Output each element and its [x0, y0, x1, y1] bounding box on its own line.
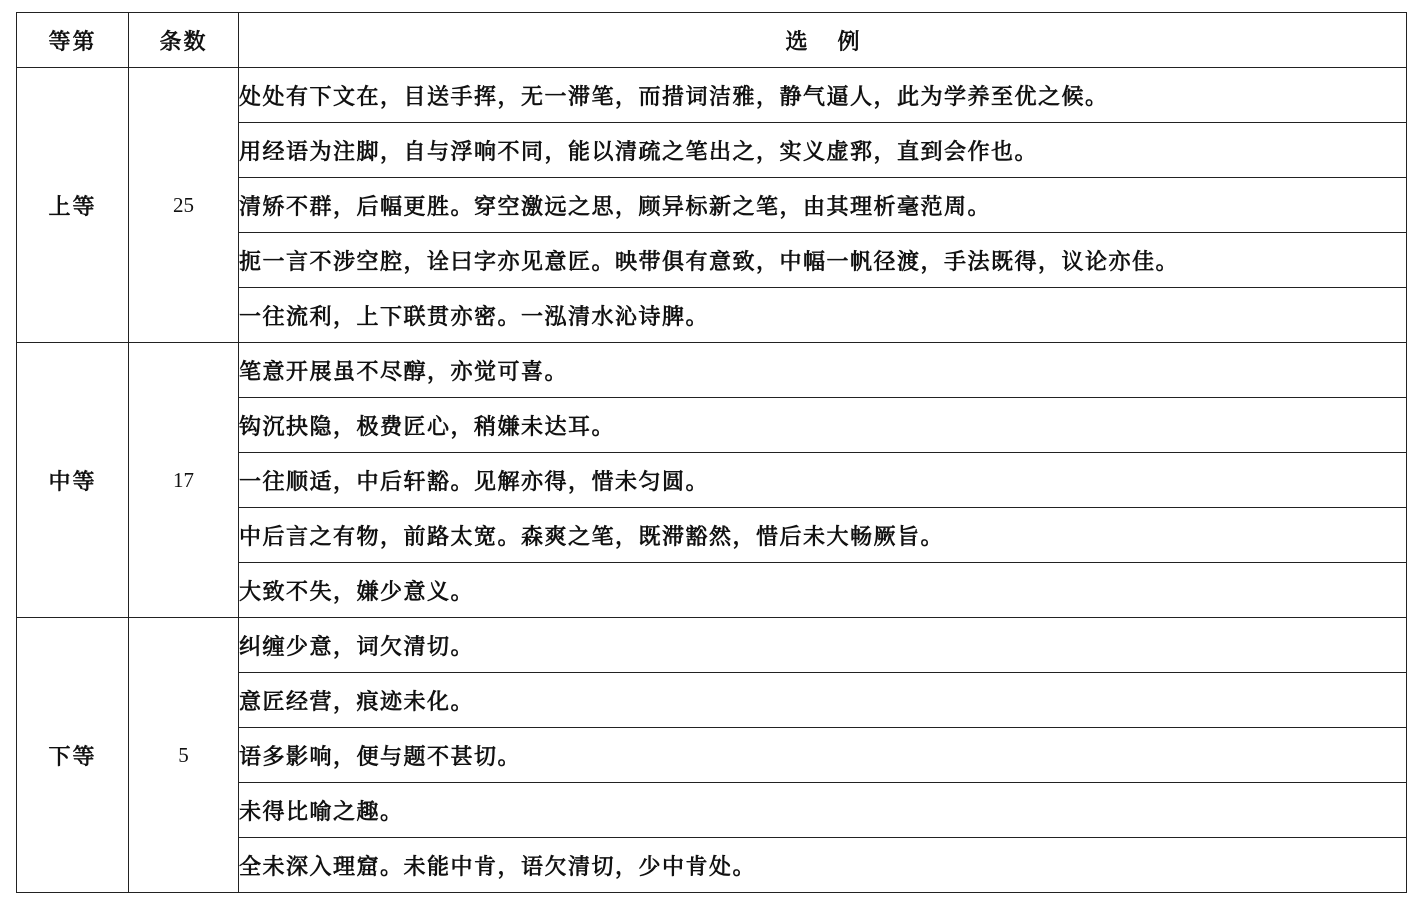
example-cell: 全未深入理窟。未能中肯，语欠清切，少中肯处。: [239, 838, 1407, 893]
header-row: [17, 13, 1407, 68]
count-cell: 17: [129, 343, 239, 618]
example-cell: 纠缠少意，词欠清切。: [239, 618, 1407, 673]
grade-examples-table: [16, 12, 1407, 893]
example-cell: 扼一言不涉空腔，诠曰字亦见意匠。映带俱有意致，中幅一帆径渡，手法既得，议论亦佳。: [239, 233, 1407, 288]
example-cell: 一往流利，上下联贯亦密。一泓清水沁诗脾。: [239, 288, 1407, 343]
count-cell: 25: [129, 68, 239, 343]
example-cell: 未得比喻之趣。: [239, 783, 1407, 838]
example-cell: 大致不失，嫌少意义。: [239, 563, 1407, 618]
example-cell: 中后言之有物，前路太宽。森爽之笔，既滞豁然，惜后未大畅厥旨。: [239, 508, 1407, 563]
header-grade: 等第: [17, 13, 129, 68]
example-cell: 语多影响，便与题不甚切。: [239, 728, 1407, 783]
grade-cell: 上等: [17, 68, 129, 343]
grade-cell: 中等: [17, 343, 129, 618]
table-row: [17, 618, 1407, 673]
example-cell: 一往顺适，中后轩豁。见解亦得，惜未匀圆。: [239, 453, 1407, 508]
header-count: 条数: [129, 13, 239, 68]
table-row: [17, 343, 1407, 398]
example-cell: 处处有下文在，目送手挥，无一滞笔，而措词洁雅，静气逼人，此为学养至优之候。: [239, 68, 1407, 123]
count-cell: 5: [129, 618, 239, 893]
header-example: 选例: [239, 13, 1407, 68]
example-cell: 钩沉抉隐，极费匠心，稍嫌未达耳。: [239, 398, 1407, 453]
example-cell: 清矫不群，后幅更胜。穿空激远之思，顾异标新之笔，由其理析毫范周。: [239, 178, 1407, 233]
table-row: [17, 68, 1407, 123]
grade-cell: 下等: [17, 618, 129, 893]
example-cell: 用经语为注脚，自与浮响不同，能以清疏之笔出之，实义虚郛，直到会作也。: [239, 123, 1407, 178]
example-cell: 笔意开展虽不尽醇，亦觉可喜。: [239, 343, 1407, 398]
example-cell: 意匠经营，痕迹未化。: [239, 673, 1407, 728]
